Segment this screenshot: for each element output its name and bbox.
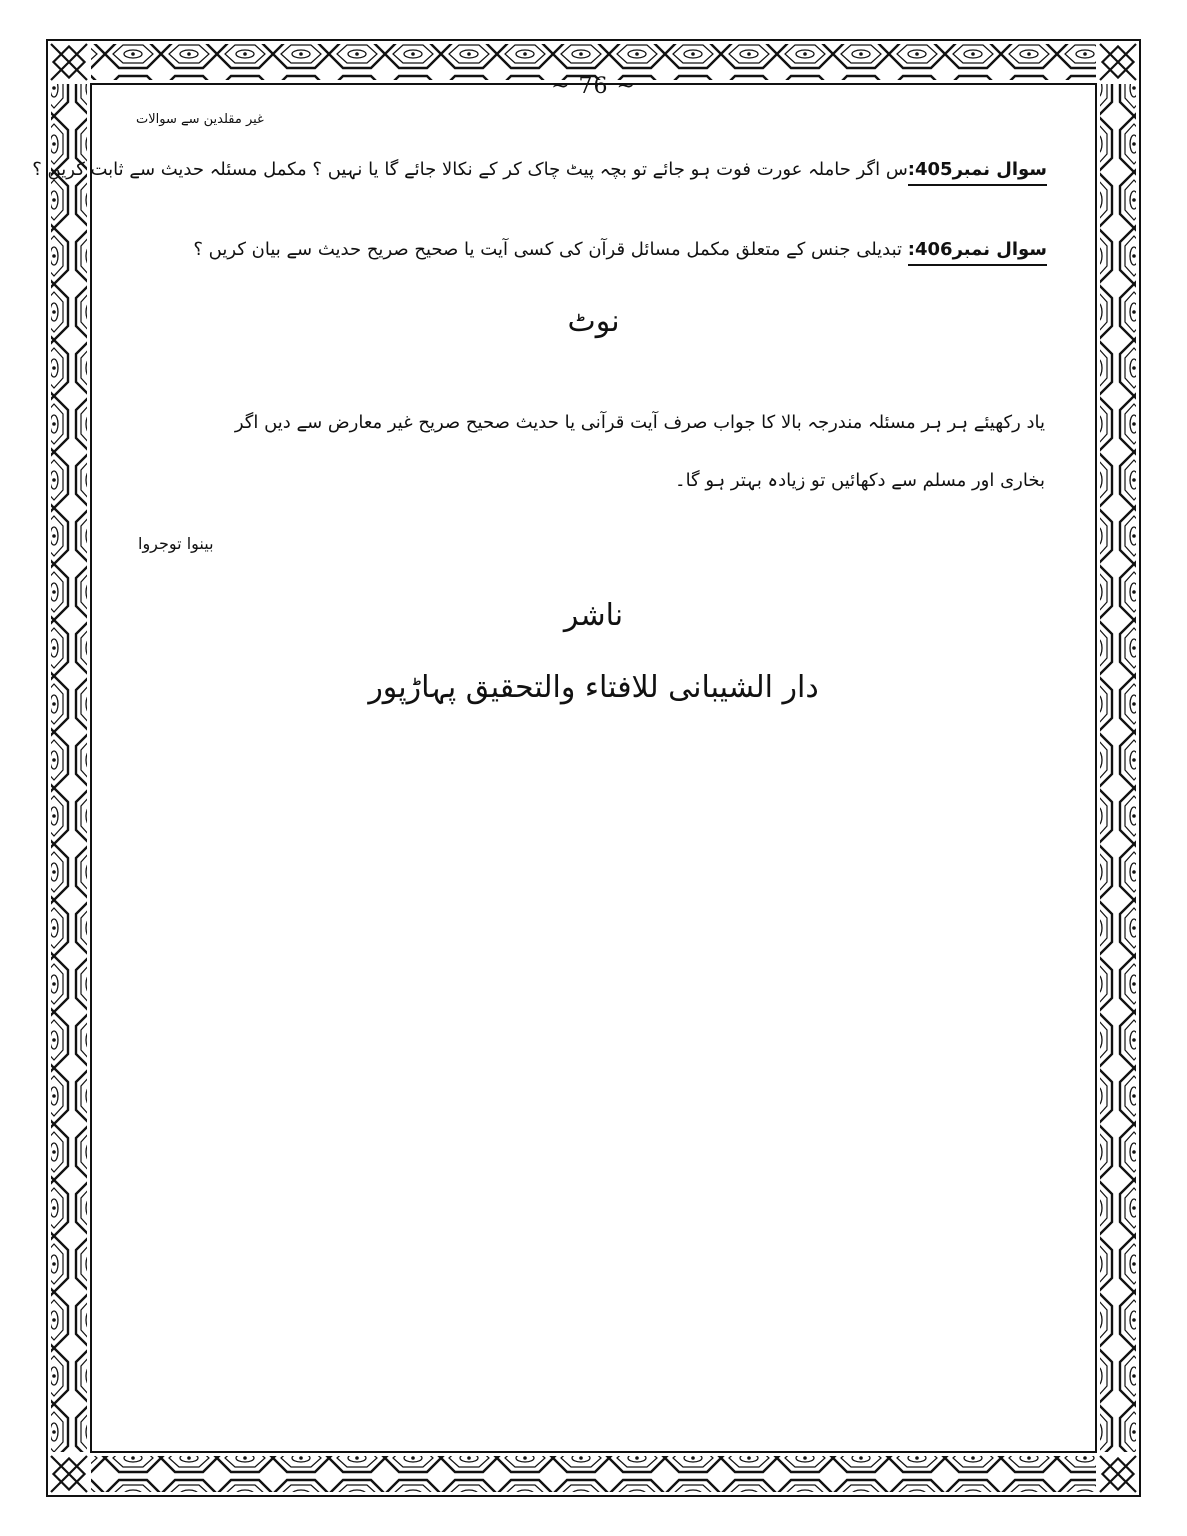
question-label: سوال نمبر406: (908, 239, 1047, 266)
question-405 (32, 156, 1047, 184)
page-number: ~ 76 ~ (551, 74, 636, 99)
question-text: س اگر حاملہ عورت فوت ہو جائے تو بچہ پیٹ چاک کر کے نکالا جائے گا یا نہیں ؟ مکمل مسئلہ حدیث سے ثابت کریں ؟ (32, 159, 908, 180)
publisher-label: ناشر (563, 598, 624, 633)
closing-phrase: بینوا توجروا (138, 534, 214, 553)
question-406 (127, 236, 1047, 264)
question-label: سوال نمبر405: (908, 159, 1047, 186)
question-text: تبدیلی جنس کے متعلق مکمل مسائل قرآن کی کسی آیت یا صحیح صریح حدیث سے بیان کریں ؟ (193, 239, 908, 260)
note-body: یاد رکھیئے ہر ہر مسئلہ مندرجہ بالا کا جواب صرف آیت قرآنی یا حدیث صحیح صریح غیر معارض سے دیں اگر بخاری اور مسلم سے دکھائیں تو زیادہ بہتر ہو گا۔ (234, 412, 1045, 491)
running-header: غیر مقلدین سے سوالات (136, 112, 264, 127)
note-heading: نوٹ (567, 304, 620, 339)
publisher-name: دار الشیبانی للافتاء والتحقیق پہاڑپور (368, 670, 819, 705)
